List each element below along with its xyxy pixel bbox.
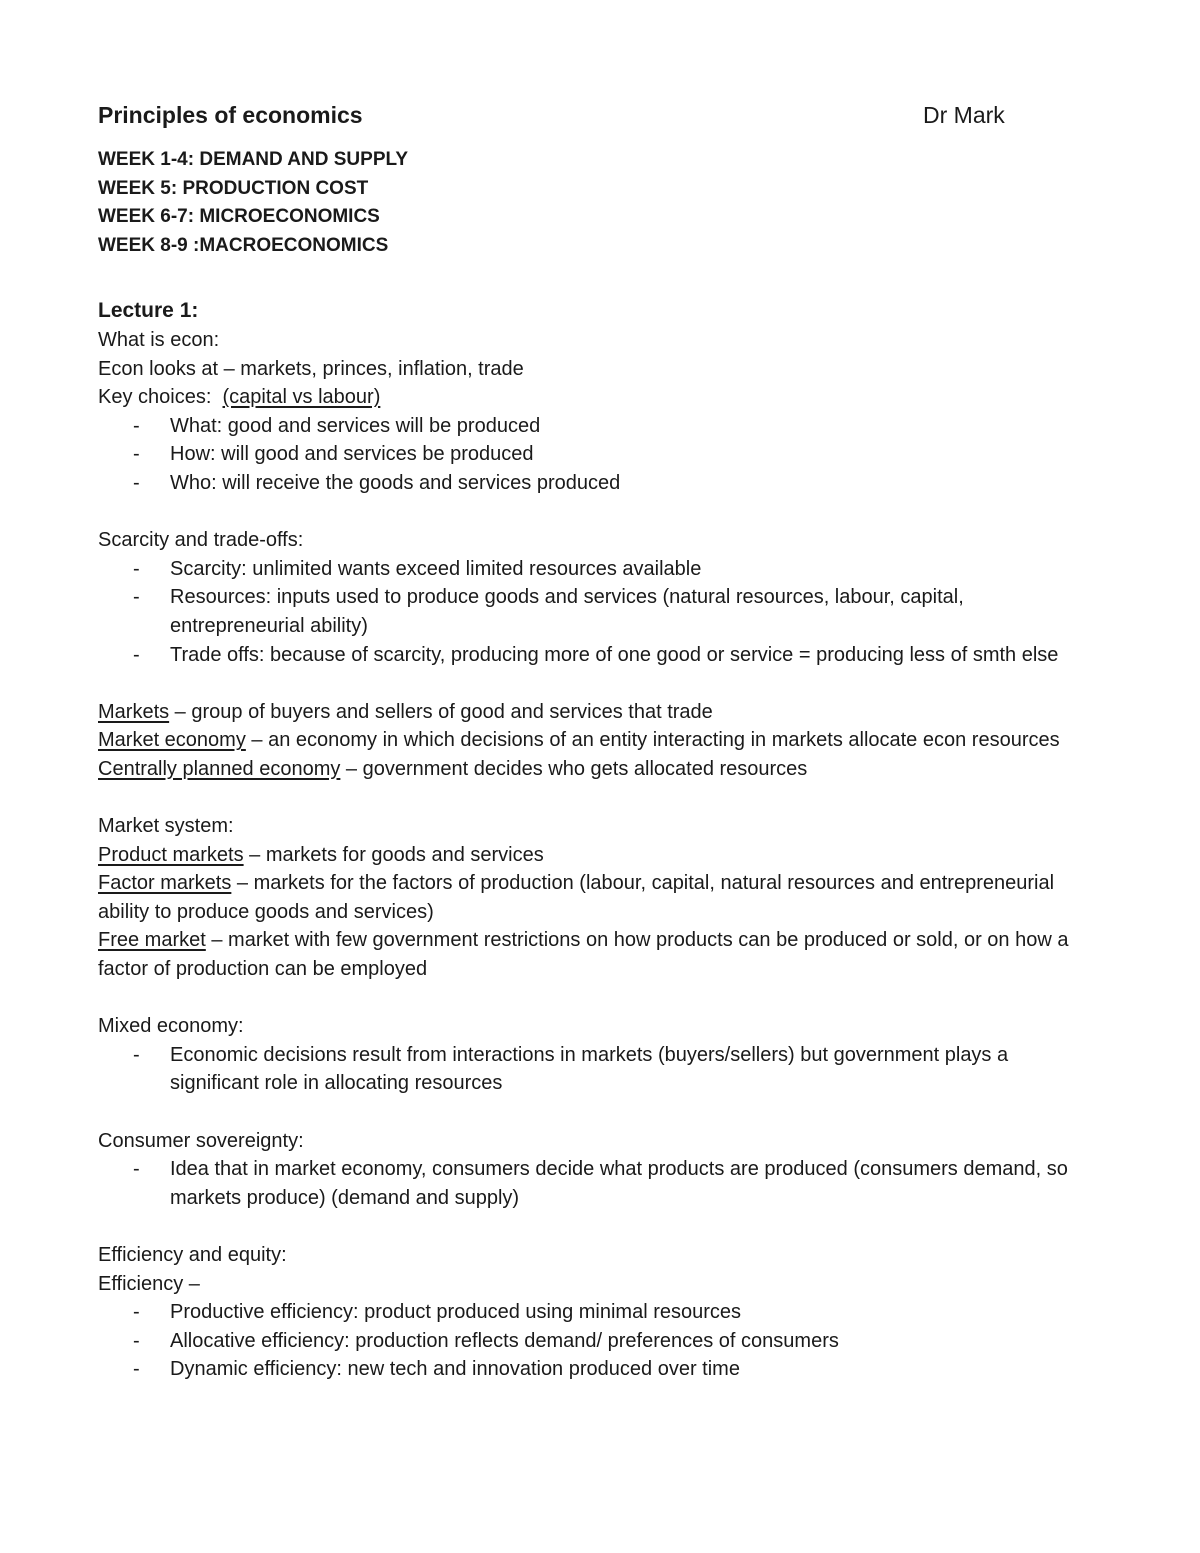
definition-text: – an economy in which decisions of an entity interacting in markets allocate econ resources (245, 729, 1060, 752)
mixed-economy-list (98, 1041, 1098, 1098)
list-item: - Economic decisions result from interactions in markets (buyers/sellers) but government plays a significant role in allocating resources (98, 1041, 1098, 1098)
week-line: WEEK 8-9 :MACROECONOMICS (98, 234, 389, 256)
list-item: - What: good and services will be produced (98, 412, 1098, 441)
efficiency-heading: Efficiency – (98, 1272, 200, 1295)
week-line: WEEK 5: PRODUCTION COST (98, 177, 369, 199)
definition-centrally-planned (98, 755, 1098, 784)
week-schedule (98, 146, 1098, 260)
key-choices-label: Key choices: (98, 386, 212, 409)
document-page (98, 96, 1098, 1384)
list-item: - Dynamic efficiency: new tech and innovation produced over time (98, 1355, 1098, 1384)
efficiency-list (98, 1298, 1098, 1384)
scarcity-list (98, 555, 1098, 669)
list-item: - Idea that in market economy, consumers decide what products are produced (consumers demand, so markets produce) (demand and supply) (98, 1155, 1098, 1212)
definition-text: – government decides who gets allocated resources (340, 757, 808, 780)
list-item: - Allocative efficiency: production reflects demand/ preferences of consumers (98, 1327, 1098, 1356)
key-choices-note: (capital vs labour) (222, 386, 381, 409)
definition-text: – markets for goods and services (243, 843, 544, 866)
efficiency-equity-heading: Efficiency and equity: (98, 1244, 287, 1266)
econ-looks-at: Econ looks at – markets, princes, inflation, trade (98, 357, 524, 380)
week-line: WEEK 6-7: MICROECONOMICS (98, 206, 380, 227)
definition-term: Markets (98, 700, 170, 723)
definition-term: Market economy (98, 729, 246, 752)
definition-text: – markets for the factors of production (labour, capital, natural resources and entrepreneurial ability to produce goods and services) (98, 872, 1055, 923)
market-system-heading: Market system: (98, 815, 234, 838)
definition-free-market (98, 926, 1098, 983)
definition-text: – group of buyers and sellers of good and services that trade (169, 700, 713, 723)
what-is-econ: What is econ: (98, 329, 220, 351)
consumer-sovereignty-list (98, 1155, 1098, 1212)
list-item: - How: will good and services be produced (98, 440, 1098, 469)
document-author: Dr Mark (923, 102, 1005, 128)
lecture-heading: Lecture 1: (98, 299, 199, 322)
list-item: - Scarcity: unlimited wants exceed limited resources available (98, 555, 1098, 584)
definition-markets (98, 698, 1098, 727)
definition-term: Product markets (98, 843, 244, 866)
definition-market-economy (98, 726, 1098, 755)
list-item: - Resources: inputs used to produce goods and services (natural resources, labour, capital, entrepreneurial ability) (98, 583, 1098, 640)
definition-product-markets (98, 841, 1098, 870)
definition-term: Factor markets (98, 872, 232, 895)
list-item: - Trade offs: because of scarcity, producing more of one good or service = producing less of smth else (98, 641, 1098, 670)
consumer-sovereignty-heading: Consumer sovereignty: (98, 1129, 304, 1152)
definition-term: Free market (98, 929, 206, 952)
list-item: - Productive efficiency: product produced using minimal resources (98, 1298, 1098, 1327)
mixed-economy-heading: Mixed economy: (98, 1015, 244, 1038)
definition-term: Centrally planned economy (98, 757, 341, 780)
document-title: Principles of economics (98, 102, 363, 128)
week-line: WEEK 1-4: DEMAND AND SUPPLY (98, 149, 409, 170)
definition-factor-markets (98, 869, 1098, 926)
list-item: - Who: will receive the goods and services produced (98, 469, 1098, 498)
title-row (98, 96, 1098, 132)
key-choices-line (98, 383, 1098, 412)
definition-text: – market with few government restrictions on how products can be produced or sold, or on how a factor of production can be employed (98, 929, 1069, 981)
key-choices-list (98, 412, 1098, 498)
scarcity-heading: Scarcity and trade-offs: (98, 529, 304, 552)
